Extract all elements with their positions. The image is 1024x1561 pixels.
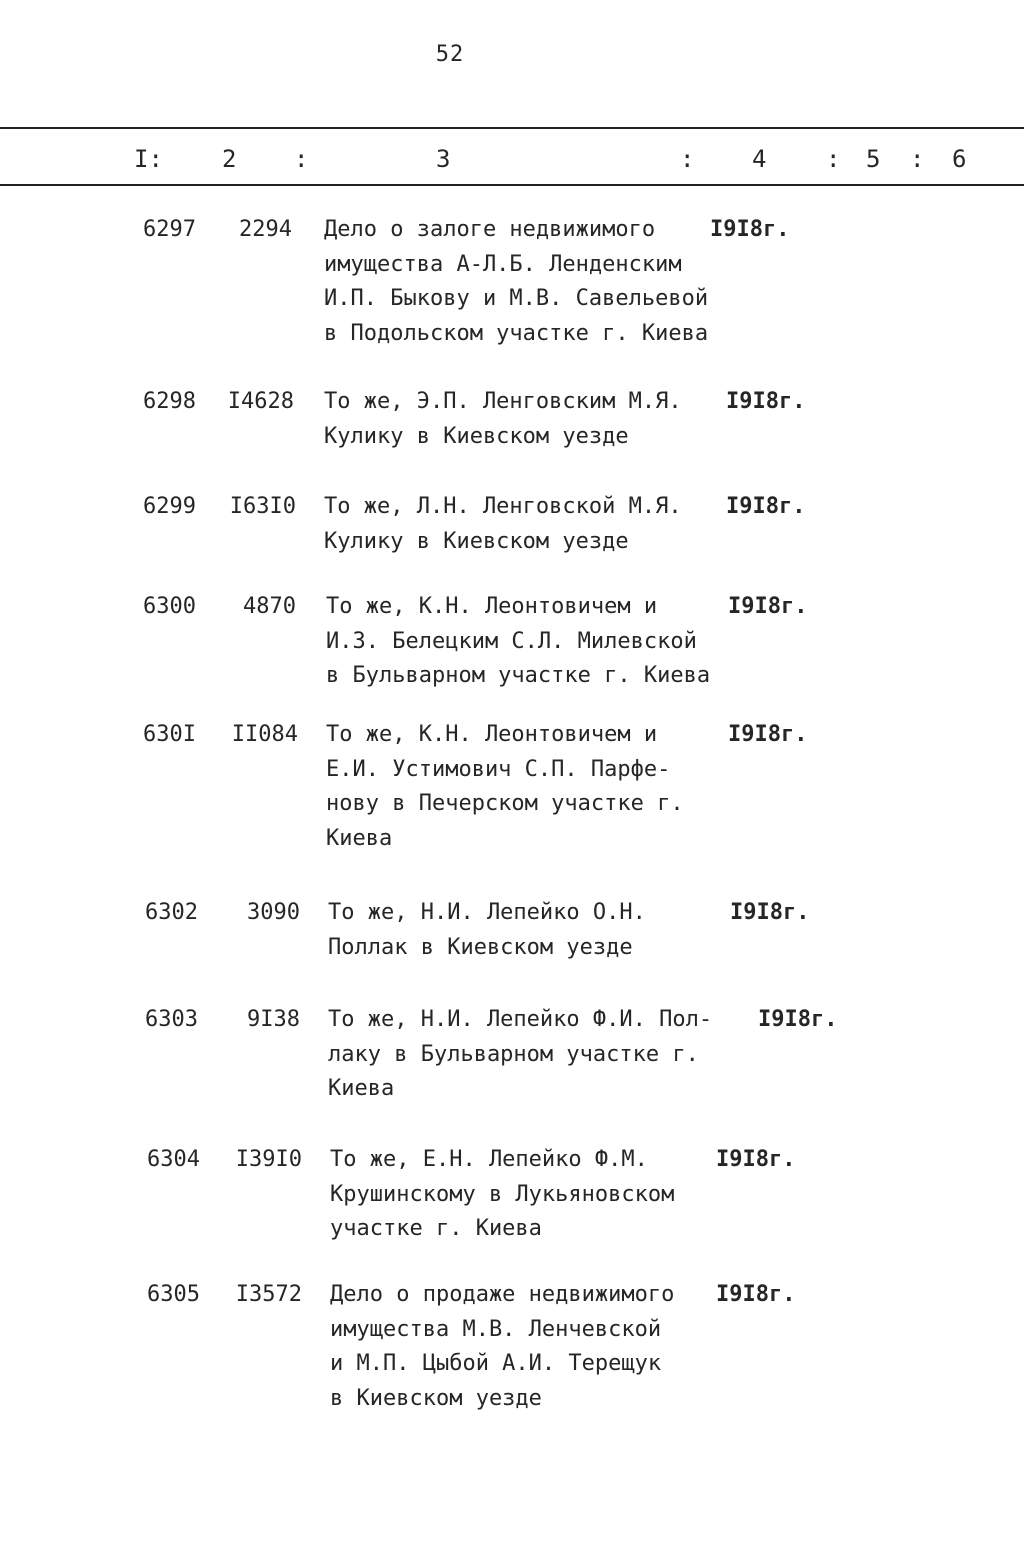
column-header-separator: : [294, 145, 309, 173]
entry-description [328, 1003, 738, 1107]
description-line: в Киевском уезде [330, 1385, 542, 1411]
entry-year: I9I8г. [716, 1282, 796, 1307]
description-line: То же, К.Н. Леонтовичем и [326, 594, 658, 619]
entry-year: I9I8г. [728, 722, 808, 747]
entry-year: I9I8г. [728, 594, 808, 619]
column-header-separator: : [680, 145, 695, 173]
entry-archive-number: I4628 [227, 389, 294, 414]
entry-number: 6300 [143, 594, 196, 619]
entry-year: I9I8г. [710, 217, 790, 242]
entry-archive-number: 9I38 [247, 1007, 300, 1032]
column-header-separator: : [826, 145, 841, 173]
entry-number: 6305 [147, 1282, 200, 1307]
description-line: Киева [328, 1076, 395, 1101]
entry-archive-number: I3572 [235, 1282, 302, 1307]
description-line: нову в Печерском участке г. [326, 791, 684, 816]
entry-archive-number: I63I0 [229, 494, 296, 519]
description-line: Крушинскому в Лукьяновском [330, 1181, 675, 1207]
entry-number: 6297 [143, 217, 196, 242]
description-line: Поллак в Киевском уезде [328, 934, 633, 960]
entry-number: 6299 [143, 494, 196, 519]
entry-year: I9I8г. [726, 389, 806, 414]
column-header-1: I: [134, 145, 163, 173]
column-header-separator: : [910, 145, 925, 173]
entry-description [324, 385, 734, 454]
page-number: 52 [435, 42, 465, 67]
entry-number: 6303 [145, 1007, 198, 1032]
entry-number: 630I [143, 722, 196, 747]
header-rule-top [0, 127, 1024, 129]
description-line: То же, Э.П. Ленговским М.Я. [324, 389, 682, 414]
column-header-3: 3 [436, 145, 451, 173]
entry-description [326, 718, 736, 856]
description-line: имущества А-Л.Б. Ленденским [324, 251, 682, 277]
column-header-2: 2 [222, 145, 237, 173]
entry-description [324, 490, 734, 559]
description-line: То же, К.Н. Леонтовичем и [326, 722, 658, 747]
description-line: Кулику в Киевском уезде [324, 528, 629, 554]
entry-year: I9I8г. [716, 1147, 796, 1172]
description-line: и М.П. Цыбой А.И. Терещук [330, 1351, 662, 1376]
entry-archive-number: 3090 [247, 900, 300, 925]
entry-number: 6302 [145, 900, 198, 925]
description-line: И.П. Быкову и М.В. Савельевой [324, 286, 709, 311]
entry-archive-number: 2294 [239, 217, 292, 242]
entry-year: I9I8г. [726, 494, 806, 519]
entry-description [330, 1278, 740, 1416]
description-line: в Подольском участке г. Киева [324, 320, 709, 346]
description-line: То же, Л.Н. Ленговской М.Я. [324, 494, 682, 519]
entry-number: 6298 [143, 389, 196, 414]
description-line: Кулику в Киевском уезде [324, 423, 629, 449]
column-header-4: 4 [752, 145, 767, 173]
description-line: лаку в Бульварном участке г. [328, 1041, 699, 1067]
description-line: Киева [326, 825, 393, 851]
description-line: То же, Е.Н. Лепейко Ф.М. [330, 1147, 648, 1172]
description-line: участке г. Киева [330, 1216, 542, 1241]
description-line: И.З. Белецким С.Л. Милевской [326, 628, 697, 654]
description-line: Е.И. Устимович С.П. Парфе- [326, 756, 671, 782]
header-rule-bottom [0, 184, 1024, 186]
entry-number: 6304 [147, 1147, 200, 1172]
entry-description [330, 1143, 740, 1247]
description-line: Дело о залоге недвижимого [324, 217, 656, 242]
description-line: То же, Н.И. Лепейко Ф.И. Пол- [328, 1007, 713, 1032]
entry-archive-number: II084 [231, 722, 298, 747]
description-line: имущества М.В. Ленчевской [330, 1316, 662, 1342]
description-line: То же, Н.И. Лепейко О.Н. [328, 900, 646, 925]
description-line: Дело о продаже недвижимого [330, 1282, 675, 1307]
entry-description [326, 590, 736, 694]
entry-year: I9I8г. [730, 900, 810, 925]
entry-archive-number: 4870 [243, 594, 296, 619]
entry-description [328, 896, 738, 965]
column-header-6: 6 [952, 145, 967, 173]
entry-year: I9I8г. [758, 1007, 838, 1032]
entry-archive-number: I39I0 [235, 1147, 302, 1172]
description-line: в Бульварном участке г. Киева [326, 663, 711, 688]
column-header-5: 5 [866, 145, 881, 173]
entry-description [324, 213, 734, 351]
